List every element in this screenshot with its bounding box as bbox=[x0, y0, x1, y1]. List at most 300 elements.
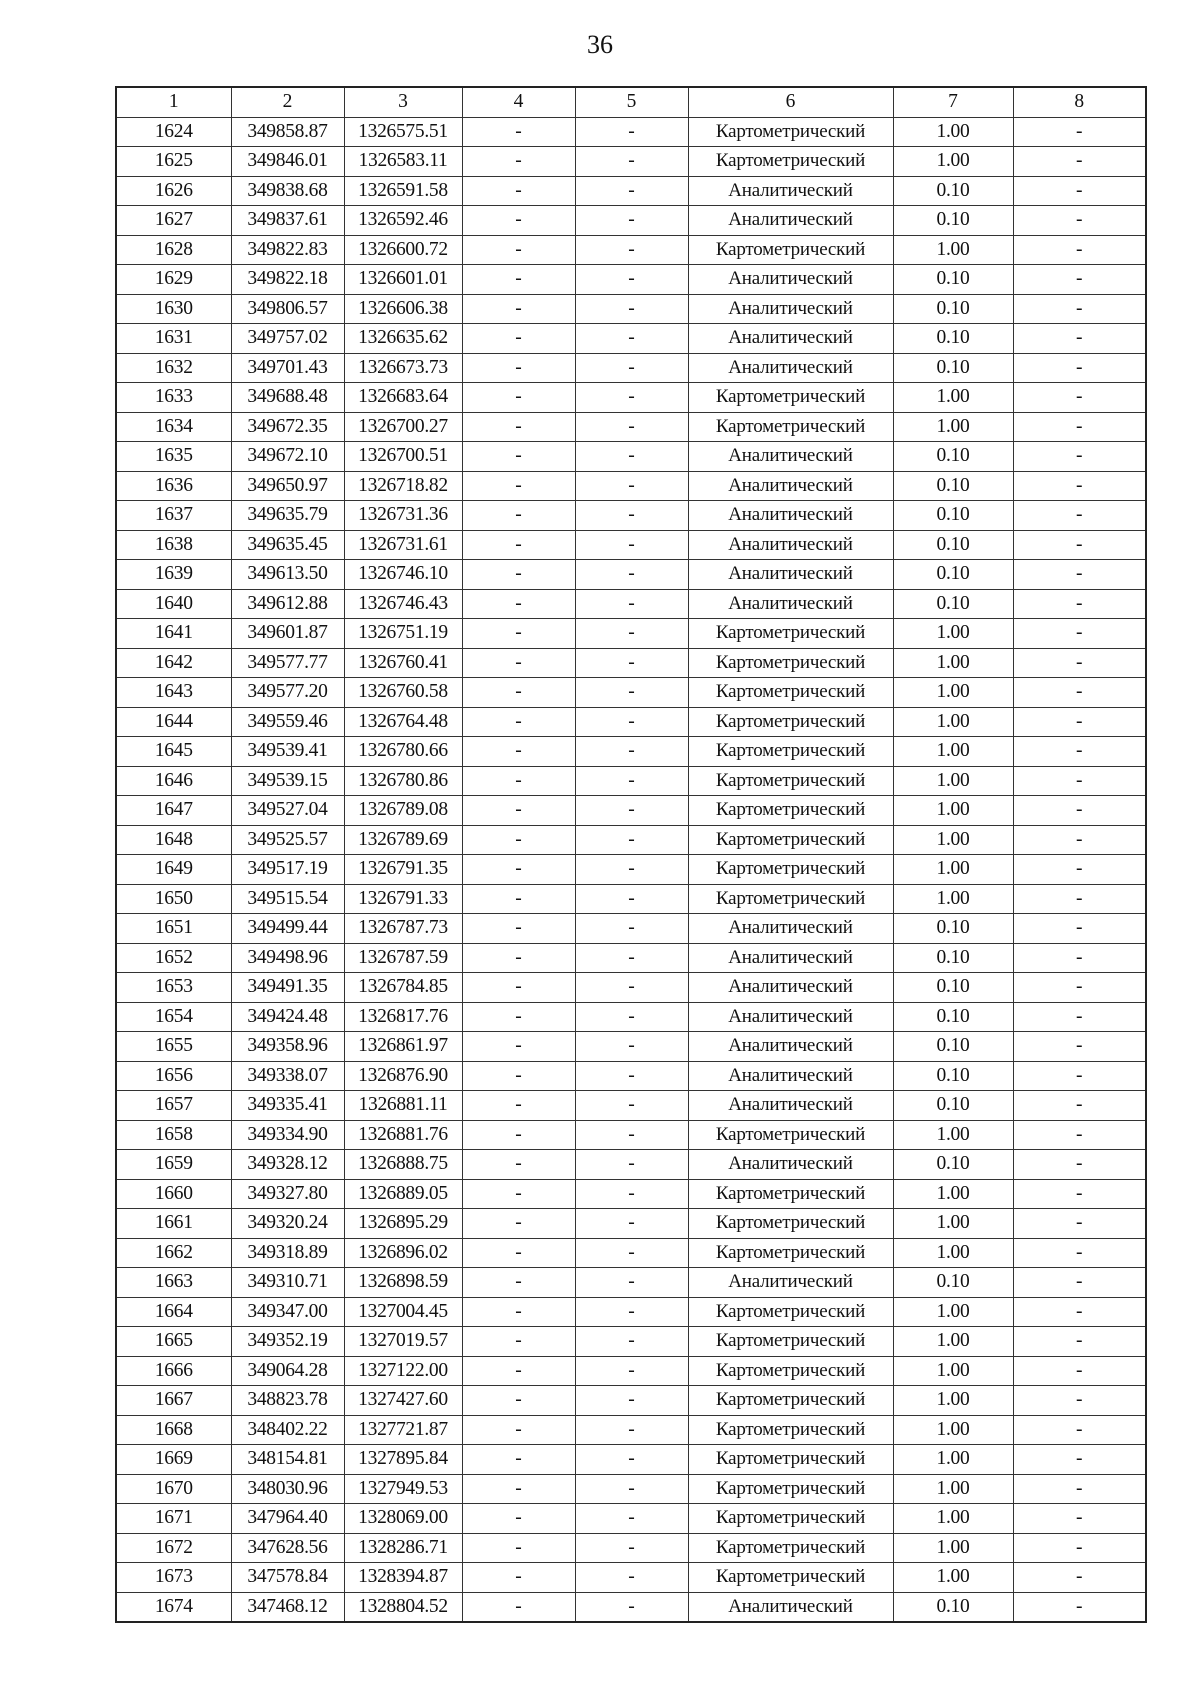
column-8-cell: - bbox=[1013, 707, 1146, 737]
column-8-cell: - bbox=[1013, 176, 1146, 206]
point-number-cell: 1625 bbox=[116, 147, 231, 177]
column-4-cell: - bbox=[462, 1533, 575, 1563]
column-5-cell: - bbox=[575, 1238, 688, 1268]
accuracy-cell: 1.00 bbox=[893, 737, 1013, 767]
column-5-cell: - bbox=[575, 176, 688, 206]
y-coordinate-cell: 1326787.59 bbox=[344, 943, 462, 973]
accuracy-cell: 0.10 bbox=[893, 1032, 1013, 1062]
column-8-cell: - bbox=[1013, 914, 1146, 944]
table-row bbox=[116, 294, 1146, 324]
column-4-cell: - bbox=[462, 766, 575, 796]
column-8-cell: - bbox=[1013, 1474, 1146, 1504]
point-number-cell: 1644 bbox=[116, 707, 231, 737]
y-coordinate-cell: 1327122.00 bbox=[344, 1356, 462, 1386]
column-4-cell: - bbox=[462, 1032, 575, 1062]
column-8-cell: - bbox=[1013, 1415, 1146, 1445]
accuracy-cell: 0.10 bbox=[893, 501, 1013, 531]
table-row bbox=[116, 206, 1146, 236]
y-coordinate-cell: 1326791.35 bbox=[344, 855, 462, 885]
y-coordinate-cell: 1326889.05 bbox=[344, 1179, 462, 1209]
column-4-cell: - bbox=[462, 176, 575, 206]
method-cell: Картометрический bbox=[688, 117, 893, 147]
method-cell: Аналитический bbox=[688, 353, 893, 383]
table-row bbox=[116, 648, 1146, 678]
column-5-cell: - bbox=[575, 1297, 688, 1327]
column-4-cell: - bbox=[462, 1179, 575, 1209]
y-coordinate-cell: 1326718.82 bbox=[344, 471, 462, 501]
y-coordinate-cell: 1326673.73 bbox=[344, 353, 462, 383]
method-cell: Картометрический bbox=[688, 825, 893, 855]
y-coordinate-cell: 1326861.97 bbox=[344, 1032, 462, 1062]
x-coordinate-cell: 349672.10 bbox=[231, 442, 344, 472]
x-coordinate-cell: 349320.24 bbox=[231, 1209, 344, 1239]
table-row bbox=[116, 855, 1146, 885]
column-4-cell: - bbox=[462, 589, 575, 619]
method-cell: Аналитический bbox=[688, 1268, 893, 1298]
x-coordinate-cell: 349064.28 bbox=[231, 1356, 344, 1386]
table-row bbox=[116, 1120, 1146, 1150]
point-number-cell: 1628 bbox=[116, 235, 231, 265]
column-4-cell: - bbox=[462, 825, 575, 855]
y-coordinate-cell: 1326683.64 bbox=[344, 383, 462, 413]
y-coordinate-cell: 1327019.57 bbox=[344, 1327, 462, 1357]
column-4-cell: - bbox=[462, 796, 575, 826]
table-row bbox=[116, 589, 1146, 619]
column-8-cell: - bbox=[1013, 1563, 1146, 1593]
table-row bbox=[116, 1268, 1146, 1298]
x-coordinate-cell: 349310.71 bbox=[231, 1268, 344, 1298]
column-header: 7 bbox=[893, 87, 1013, 117]
column-5-cell: - bbox=[575, 707, 688, 737]
column-header: 8 bbox=[1013, 87, 1146, 117]
y-coordinate-cell: 1326876.90 bbox=[344, 1061, 462, 1091]
x-coordinate-cell: 349338.07 bbox=[231, 1061, 344, 1091]
point-number-cell: 1632 bbox=[116, 353, 231, 383]
column-header: 6 bbox=[688, 87, 893, 117]
accuracy-cell: 0.10 bbox=[893, 353, 1013, 383]
y-coordinate-cell: 1326751.19 bbox=[344, 619, 462, 649]
method-cell: Аналитический bbox=[688, 324, 893, 354]
column-5-cell: - bbox=[575, 1002, 688, 1032]
y-coordinate-cell: 1326789.69 bbox=[344, 825, 462, 855]
accuracy-cell: 1.00 bbox=[893, 678, 1013, 708]
accuracy-cell: 0.10 bbox=[893, 442, 1013, 472]
column-header: 5 bbox=[575, 87, 688, 117]
point-number-cell: 1642 bbox=[116, 648, 231, 678]
point-number-cell: 1636 bbox=[116, 471, 231, 501]
accuracy-cell: 0.10 bbox=[893, 589, 1013, 619]
x-coordinate-cell: 349822.18 bbox=[231, 265, 344, 295]
point-number-cell: 1669 bbox=[116, 1445, 231, 1475]
column-4-cell: - bbox=[462, 619, 575, 649]
column-8-cell: - bbox=[1013, 383, 1146, 413]
table-row bbox=[116, 560, 1146, 590]
header-row bbox=[116, 87, 1146, 117]
y-coordinate-cell: 1326746.10 bbox=[344, 560, 462, 590]
column-8-cell: - bbox=[1013, 117, 1146, 147]
y-coordinate-cell: 1326780.86 bbox=[344, 766, 462, 796]
y-coordinate-cell: 1326592.46 bbox=[344, 206, 462, 236]
table-row bbox=[116, 825, 1146, 855]
column-4-cell: - bbox=[462, 1091, 575, 1121]
method-cell: Картометрический bbox=[688, 1474, 893, 1504]
column-4-cell: - bbox=[462, 353, 575, 383]
column-4-cell: - bbox=[462, 648, 575, 678]
table-row bbox=[116, 1238, 1146, 1268]
column-8-cell: - bbox=[1013, 294, 1146, 324]
point-number-cell: 1624 bbox=[116, 117, 231, 147]
x-coordinate-cell: 349515.54 bbox=[231, 884, 344, 914]
y-coordinate-cell: 1326896.02 bbox=[344, 1238, 462, 1268]
accuracy-cell: 0.10 bbox=[893, 1592, 1013, 1622]
x-coordinate-cell: 347628.56 bbox=[231, 1533, 344, 1563]
accuracy-cell: 0.10 bbox=[893, 294, 1013, 324]
column-8-cell: - bbox=[1013, 1179, 1146, 1209]
column-5-cell: - bbox=[575, 943, 688, 973]
column-8-cell: - bbox=[1013, 1592, 1146, 1622]
column-8-cell: - bbox=[1013, 855, 1146, 885]
y-coordinate-cell: 1326731.36 bbox=[344, 501, 462, 531]
accuracy-cell: 1.00 bbox=[893, 1445, 1013, 1475]
x-coordinate-cell: 349612.88 bbox=[231, 589, 344, 619]
x-coordinate-cell: 347578.84 bbox=[231, 1563, 344, 1593]
point-number-cell: 1663 bbox=[116, 1268, 231, 1298]
accuracy-cell: 0.10 bbox=[893, 206, 1013, 236]
y-coordinate-cell: 1326583.11 bbox=[344, 147, 462, 177]
y-coordinate-cell: 1326575.51 bbox=[344, 117, 462, 147]
table-row bbox=[116, 1327, 1146, 1357]
column-4-cell: - bbox=[462, 501, 575, 531]
accuracy-cell: 0.10 bbox=[893, 324, 1013, 354]
column-8-cell: - bbox=[1013, 471, 1146, 501]
table-row bbox=[116, 383, 1146, 413]
column-4-cell: - bbox=[462, 324, 575, 354]
accuracy-cell: 1.00 bbox=[893, 1563, 1013, 1593]
table-row bbox=[116, 1415, 1146, 1445]
column-5-cell: - bbox=[575, 501, 688, 531]
point-number-cell: 1655 bbox=[116, 1032, 231, 1062]
accuracy-cell: 1.00 bbox=[893, 855, 1013, 885]
point-number-cell: 1635 bbox=[116, 442, 231, 472]
column-4-cell: - bbox=[462, 265, 575, 295]
y-coordinate-cell: 1326601.01 bbox=[344, 265, 462, 295]
x-coordinate-cell: 348030.96 bbox=[231, 1474, 344, 1504]
column-4-cell: - bbox=[462, 117, 575, 147]
column-5-cell: - bbox=[575, 1268, 688, 1298]
column-5-cell: - bbox=[575, 1563, 688, 1593]
method-cell: Картометрический bbox=[688, 884, 893, 914]
column-5-cell: - bbox=[575, 235, 688, 265]
accuracy-cell: 1.00 bbox=[893, 1474, 1013, 1504]
point-number-cell: 1664 bbox=[116, 1297, 231, 1327]
point-number-cell: 1648 bbox=[116, 825, 231, 855]
x-coordinate-cell: 349846.01 bbox=[231, 147, 344, 177]
accuracy-cell: 1.00 bbox=[893, 1209, 1013, 1239]
x-coordinate-cell: 349491.35 bbox=[231, 973, 344, 1003]
table-row bbox=[116, 530, 1146, 560]
accuracy-cell: 0.10 bbox=[893, 530, 1013, 560]
point-number-cell: 1653 bbox=[116, 973, 231, 1003]
column-4-cell: - bbox=[462, 973, 575, 1003]
table-row bbox=[116, 914, 1146, 944]
method-cell: Картометрический bbox=[688, 796, 893, 826]
column-5-cell: - bbox=[575, 825, 688, 855]
point-number-cell: 1650 bbox=[116, 884, 231, 914]
y-coordinate-cell: 1326791.33 bbox=[344, 884, 462, 914]
column-5-cell: - bbox=[575, 619, 688, 649]
point-number-cell: 1629 bbox=[116, 265, 231, 295]
column-8-cell: - bbox=[1013, 884, 1146, 914]
table-row bbox=[116, 707, 1146, 737]
column-4-cell: - bbox=[462, 1592, 575, 1622]
point-number-cell: 1662 bbox=[116, 1238, 231, 1268]
point-number-cell: 1657 bbox=[116, 1091, 231, 1121]
y-coordinate-cell: 1326764.48 bbox=[344, 707, 462, 737]
y-coordinate-cell: 1328069.00 bbox=[344, 1504, 462, 1534]
accuracy-cell: 1.00 bbox=[893, 796, 1013, 826]
x-coordinate-cell: 349635.79 bbox=[231, 501, 344, 531]
column-4-cell: - bbox=[462, 678, 575, 708]
x-coordinate-cell: 348402.22 bbox=[231, 1415, 344, 1445]
accuracy-cell: 0.10 bbox=[893, 914, 1013, 944]
column-header: 1 bbox=[116, 87, 231, 117]
x-coordinate-cell: 349635.45 bbox=[231, 530, 344, 560]
column-8-cell: - bbox=[1013, 943, 1146, 973]
accuracy-cell: 1.00 bbox=[893, 766, 1013, 796]
column-5-cell: - bbox=[575, 1091, 688, 1121]
accuracy-cell: 1.00 bbox=[893, 1356, 1013, 1386]
table-row bbox=[116, 1356, 1146, 1386]
accuracy-cell: 0.10 bbox=[893, 176, 1013, 206]
y-coordinate-cell: 1326881.11 bbox=[344, 1091, 462, 1121]
column-5-cell: - bbox=[575, 412, 688, 442]
method-cell: Аналитический bbox=[688, 1002, 893, 1032]
column-5-cell: - bbox=[575, 737, 688, 767]
table-row bbox=[116, 678, 1146, 708]
table-row bbox=[116, 1474, 1146, 1504]
table-row bbox=[116, 619, 1146, 649]
column-header: 4 bbox=[462, 87, 575, 117]
column-8-cell: - bbox=[1013, 442, 1146, 472]
column-4-cell: - bbox=[462, 707, 575, 737]
table-row bbox=[116, 1091, 1146, 1121]
column-8-cell: - bbox=[1013, 1504, 1146, 1534]
method-cell: Картометрический bbox=[688, 1179, 893, 1209]
column-4-cell: - bbox=[462, 383, 575, 413]
x-coordinate-cell: 349577.20 bbox=[231, 678, 344, 708]
table-row bbox=[116, 324, 1146, 354]
table-row bbox=[116, 1209, 1146, 1239]
column-4-cell: - bbox=[462, 914, 575, 944]
y-coordinate-cell: 1326881.76 bbox=[344, 1120, 462, 1150]
table-header bbox=[116, 87, 1146, 117]
accuracy-cell: 1.00 bbox=[893, 1386, 1013, 1416]
column-4-cell: - bbox=[462, 1386, 575, 1416]
x-coordinate-cell: 349701.43 bbox=[231, 353, 344, 383]
point-number-cell: 1634 bbox=[116, 412, 231, 442]
x-coordinate-cell: 347964.40 bbox=[231, 1504, 344, 1534]
coordinates-table bbox=[115, 86, 1147, 1623]
method-cell: Аналитический bbox=[688, 442, 893, 472]
y-coordinate-cell: 1326760.41 bbox=[344, 648, 462, 678]
method-cell: Картометрический bbox=[688, 1445, 893, 1475]
accuracy-cell: 1.00 bbox=[893, 1120, 1013, 1150]
table-row bbox=[116, 1061, 1146, 1091]
column-5-cell: - bbox=[575, 147, 688, 177]
column-5-cell: - bbox=[575, 766, 688, 796]
point-number-cell: 1639 bbox=[116, 560, 231, 590]
column-5-cell: - bbox=[575, 648, 688, 678]
page-number: 36 bbox=[587, 30, 613, 59]
column-8-cell: - bbox=[1013, 737, 1146, 767]
table-row bbox=[116, 1150, 1146, 1180]
method-cell: Аналитический bbox=[688, 1592, 893, 1622]
accuracy-cell: 1.00 bbox=[893, 707, 1013, 737]
table-row bbox=[116, 1032, 1146, 1062]
y-coordinate-cell: 1327949.53 bbox=[344, 1474, 462, 1504]
column-5-cell: - bbox=[575, 265, 688, 295]
table-row bbox=[116, 766, 1146, 796]
point-number-cell: 1670 bbox=[116, 1474, 231, 1504]
column-8-cell: - bbox=[1013, 1533, 1146, 1563]
x-coordinate-cell: 349577.77 bbox=[231, 648, 344, 678]
point-number-cell: 1660 bbox=[116, 1179, 231, 1209]
column-5-cell: - bbox=[575, 1533, 688, 1563]
table-row bbox=[116, 737, 1146, 767]
method-cell: Картометрический bbox=[688, 1120, 893, 1150]
x-coordinate-cell: 349335.41 bbox=[231, 1091, 344, 1121]
column-4-cell: - bbox=[462, 206, 575, 236]
x-coordinate-cell: 349334.90 bbox=[231, 1120, 344, 1150]
column-5-cell: - bbox=[575, 471, 688, 501]
y-coordinate-cell: 1326635.62 bbox=[344, 324, 462, 354]
point-number-cell: 1661 bbox=[116, 1209, 231, 1239]
column-8-cell: - bbox=[1013, 973, 1146, 1003]
x-coordinate-cell: 349498.96 bbox=[231, 943, 344, 973]
y-coordinate-cell: 1328286.71 bbox=[344, 1533, 462, 1563]
column-5-cell: - bbox=[575, 914, 688, 944]
accuracy-cell: 1.00 bbox=[893, 884, 1013, 914]
x-coordinate-cell: 349806.57 bbox=[231, 294, 344, 324]
point-number-cell: 1640 bbox=[116, 589, 231, 619]
column-8-cell: - bbox=[1013, 265, 1146, 295]
y-coordinate-cell: 1326784.85 bbox=[344, 973, 462, 1003]
column-8-cell: - bbox=[1013, 1032, 1146, 1062]
column-4-cell: - bbox=[462, 943, 575, 973]
column-8-cell: - bbox=[1013, 589, 1146, 619]
method-cell: Картометрический bbox=[688, 619, 893, 649]
point-number-cell: 1637 bbox=[116, 501, 231, 531]
point-number-cell: 1641 bbox=[116, 619, 231, 649]
accuracy-cell: 1.00 bbox=[893, 1504, 1013, 1534]
column-8-cell: - bbox=[1013, 1327, 1146, 1357]
x-coordinate-cell: 349539.15 bbox=[231, 766, 344, 796]
table-row bbox=[116, 884, 1146, 914]
x-coordinate-cell: 349347.00 bbox=[231, 1297, 344, 1327]
column-5-cell: - bbox=[575, 117, 688, 147]
point-number-cell: 1656 bbox=[116, 1061, 231, 1091]
x-coordinate-cell: 349517.19 bbox=[231, 855, 344, 885]
column-8-cell: - bbox=[1013, 235, 1146, 265]
table-row bbox=[116, 1563, 1146, 1593]
x-coordinate-cell: 349525.57 bbox=[231, 825, 344, 855]
method-cell: Аналитический bbox=[688, 530, 893, 560]
table-row bbox=[116, 1445, 1146, 1475]
x-coordinate-cell: 349424.48 bbox=[231, 1002, 344, 1032]
table-row bbox=[116, 1002, 1146, 1032]
column-8-cell: - bbox=[1013, 796, 1146, 826]
method-cell: Картометрический bbox=[688, 1238, 893, 1268]
method-cell: Аналитический bbox=[688, 1091, 893, 1121]
x-coordinate-cell: 349613.50 bbox=[231, 560, 344, 590]
column-8-cell: - bbox=[1013, 678, 1146, 708]
point-number-cell: 1658 bbox=[116, 1120, 231, 1150]
column-4-cell: - bbox=[462, 471, 575, 501]
method-cell: Аналитический bbox=[688, 973, 893, 1003]
x-coordinate-cell: 349352.19 bbox=[231, 1327, 344, 1357]
method-cell: Картометрический bbox=[688, 678, 893, 708]
y-coordinate-cell: 1327895.84 bbox=[344, 1445, 462, 1475]
method-cell: Картометрический bbox=[688, 1533, 893, 1563]
column-8-cell: - bbox=[1013, 1209, 1146, 1239]
method-cell: Картометрический bbox=[688, 855, 893, 885]
column-8-cell: - bbox=[1013, 147, 1146, 177]
column-4-cell: - bbox=[462, 530, 575, 560]
column-4-cell: - bbox=[462, 294, 575, 324]
column-8-cell: - bbox=[1013, 1297, 1146, 1327]
y-coordinate-cell: 1326591.58 bbox=[344, 176, 462, 206]
x-coordinate-cell: 349559.46 bbox=[231, 707, 344, 737]
method-cell: Аналитический bbox=[688, 589, 893, 619]
column-8-cell: - bbox=[1013, 1002, 1146, 1032]
method-cell: Аналитический bbox=[688, 501, 893, 531]
point-number-cell: 1651 bbox=[116, 914, 231, 944]
method-cell: Картометрический bbox=[688, 1415, 893, 1445]
x-coordinate-cell: 348154.81 bbox=[231, 1445, 344, 1475]
column-4-cell: - bbox=[462, 1002, 575, 1032]
accuracy-cell: 0.10 bbox=[893, 973, 1013, 1003]
x-coordinate-cell: 349837.61 bbox=[231, 206, 344, 236]
point-number-cell: 1645 bbox=[116, 737, 231, 767]
column-5-cell: - bbox=[575, 884, 688, 914]
method-cell: Аналитический bbox=[688, 206, 893, 236]
accuracy-cell: 0.10 bbox=[893, 1002, 1013, 1032]
x-coordinate-cell: 349318.89 bbox=[231, 1238, 344, 1268]
column-4-cell: - bbox=[462, 1445, 575, 1475]
accuracy-cell: 0.10 bbox=[893, 560, 1013, 590]
accuracy-cell: 0.10 bbox=[893, 1061, 1013, 1091]
column-8-cell: - bbox=[1013, 1356, 1146, 1386]
column-5-cell: - bbox=[575, 1356, 688, 1386]
column-4-cell: - bbox=[462, 1415, 575, 1445]
table-row bbox=[116, 973, 1146, 1003]
column-8-cell: - bbox=[1013, 1091, 1146, 1121]
accuracy-cell: 1.00 bbox=[893, 619, 1013, 649]
column-8-cell: - bbox=[1013, 560, 1146, 590]
x-coordinate-cell: 349327.80 bbox=[231, 1179, 344, 1209]
column-5-cell: - bbox=[575, 530, 688, 560]
point-number-cell: 1647 bbox=[116, 796, 231, 826]
method-cell: Аналитический bbox=[688, 1061, 893, 1091]
method-cell: Картометрический bbox=[688, 1504, 893, 1534]
column-5-cell: - bbox=[575, 1386, 688, 1416]
table-body bbox=[116, 117, 1146, 1622]
column-5-cell: - bbox=[575, 1445, 688, 1475]
column-4-cell: - bbox=[462, 235, 575, 265]
x-coordinate-cell: 349650.97 bbox=[231, 471, 344, 501]
column-5-cell: - bbox=[575, 1179, 688, 1209]
column-4-cell: - bbox=[462, 1061, 575, 1091]
